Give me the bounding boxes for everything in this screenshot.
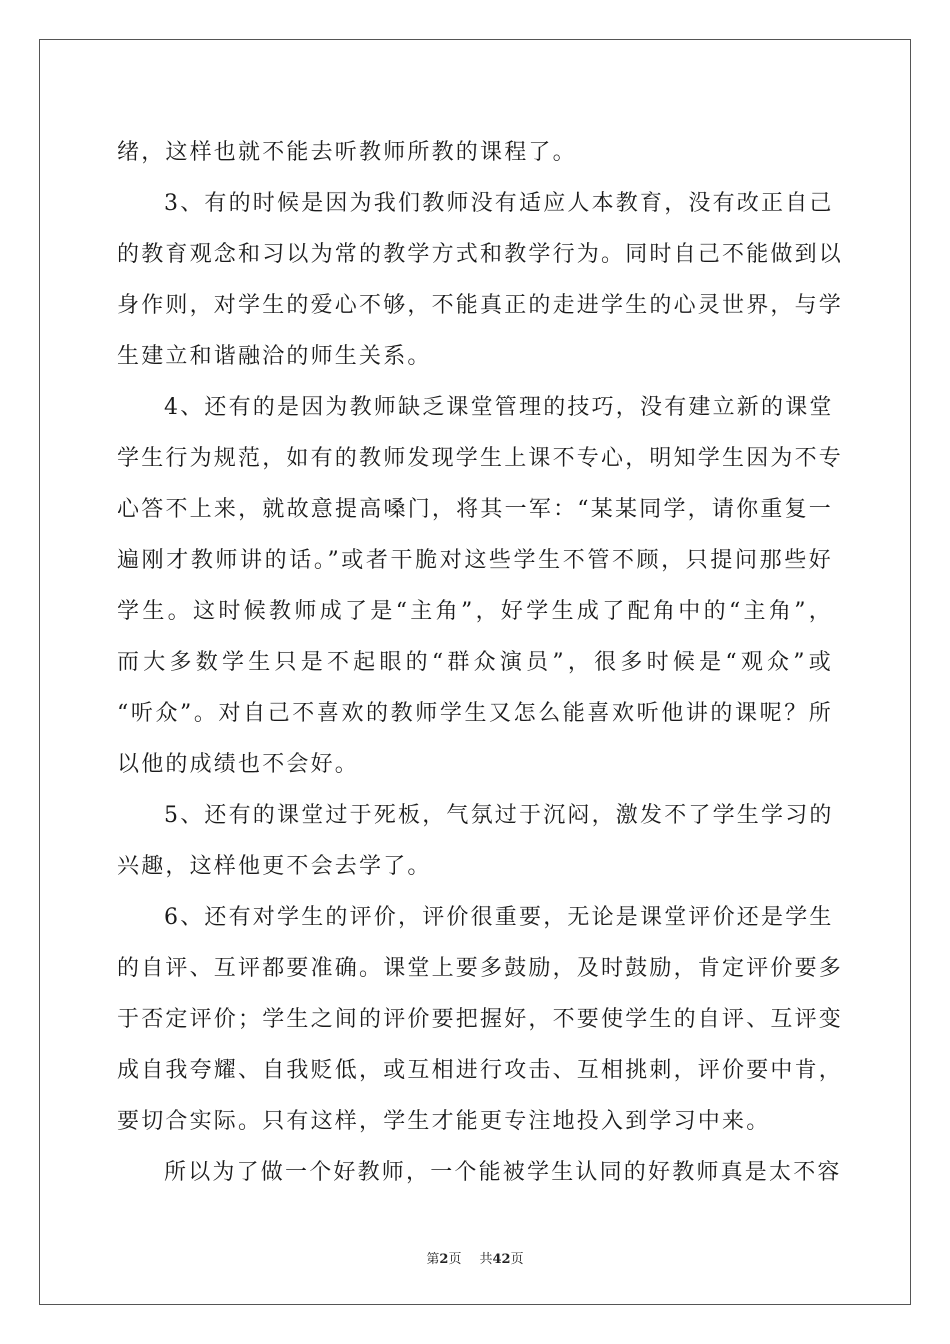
total-pages: 42 [492, 1252, 511, 1267]
page-number: 2 [439, 1252, 449, 1267]
text-line: 兴趣，这样他更不会去学了。 [117, 854, 432, 879]
text-line: 生建立和谐融洽的师生关系。 [117, 344, 432, 369]
text-line: 学生。这时候教师成了是“主角”，好学生成了配角中的“主角”， [117, 599, 833, 624]
text-line: 3、有的时候是因为我们教师没有适应人本教育，没有改正自己 [164, 191, 834, 216]
text-line: 于否定评价；学生之间的评价要把握好，不要使学生的自评、互评变 [117, 1007, 844, 1032]
text-line: 以他的成绩也不会好。 [117, 752, 360, 777]
text-line: 4、还有的是因为教师缺乏课堂管理的技巧，没有建立新的课堂 [164, 395, 834, 420]
page-prefix: 第 [426, 1252, 440, 1267]
text-line: 成自我夸耀、自我贬低，或互相进行攻击、互相挑刺，评价要中肯， [117, 1058, 844, 1083]
text-line: 6、还有对学生的评价，评价很重要，无论是课堂评价还是学生 [164, 905, 834, 930]
text-line: 所以为了做一个好教师，一个能被学生认同的好教师真是太不容 [164, 1160, 842, 1185]
text-line: 的教育观念和习以为常的教学方式和教学行为。同时自己不能做到以 [117, 242, 844, 267]
total-prefix: 共 [479, 1252, 493, 1267]
text-line: 心答不上来，就故意提高嗓门，将其一军：“某某同学，请你重复一 [117, 497, 833, 522]
text-line: 5、还有的课堂过于死板，气氛过于沉闷，激发不了学生学习的 [164, 803, 834, 828]
text-line: 学生行为规范，如有的教师发现学生上课不专心，明知学生因为不专 [117, 446, 844, 471]
text-line: 而大多数学生只是不起眼的“群众演员”，很多时候是“观众”或 [117, 650, 833, 675]
text-line: 的自评、互评都要准确。课堂上要多鼓励，及时鼓励，肯定评价要多 [117, 956, 844, 981]
text-line: 身作则，对学生的爱心不够，不能真正的走进学生的心灵世界，与学 [117, 293, 844, 318]
page-suffix: 页 [448, 1252, 462, 1267]
text-line: 遍刚才教师讲的话。”或者干脆对这些学生不管不顾，只提问那些好 [117, 548, 833, 573]
text-line: 绪，这样也就不能去听教师所教的课程了。 [117, 140, 577, 165]
text-line: “听众”。对自己不喜欢的教师学生又怎么能喜欢听他讲的课呢？所 [117, 701, 833, 726]
text-line: 要切合实际。只有这样，学生才能更专注地投入到学习中来。 [117, 1109, 771, 1134]
total-suffix: 页 [510, 1252, 524, 1267]
page-footer [0, 1248, 950, 1267]
document-body [117, 127, 844, 1198]
